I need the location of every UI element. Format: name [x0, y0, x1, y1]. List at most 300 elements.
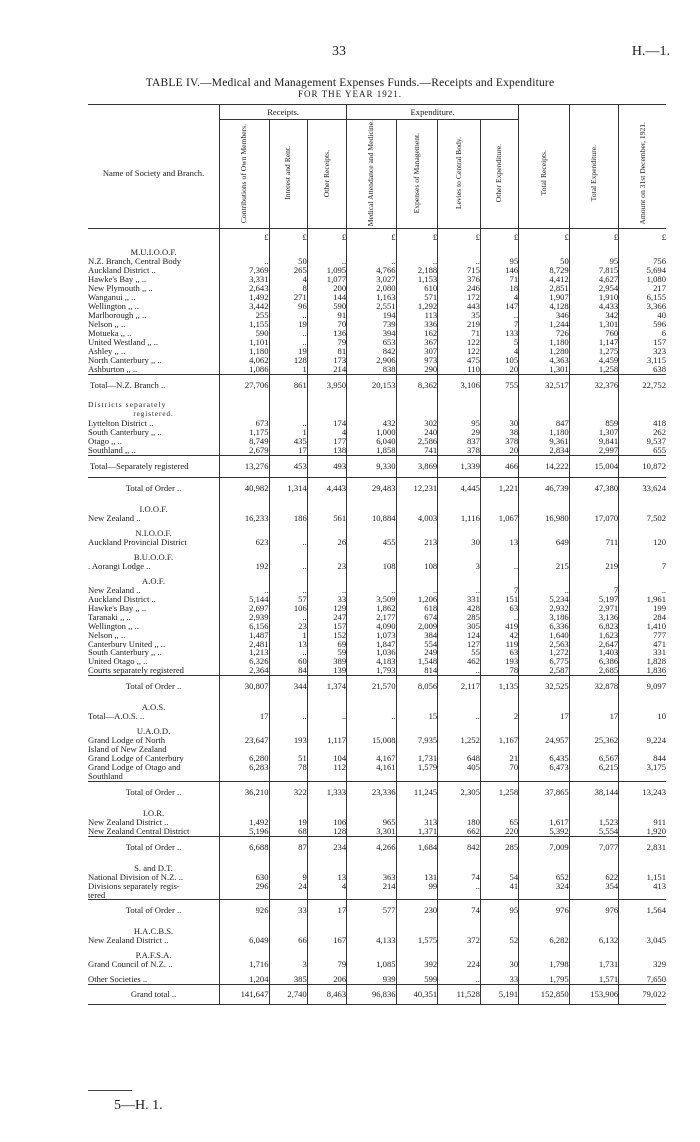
row-label: Marlborough ,, .. [88, 310, 147, 320]
value-cell: .. [220, 257, 269, 266]
value-cell: 249 [396, 648, 438, 657]
value-cell: 27,706 [220, 374, 269, 395]
value-cell: 96,836 [347, 985, 396, 1005]
value-cell: 1,910 [569, 293, 618, 302]
total-row [88, 478, 666, 499]
value-cell: 1,564 [619, 900, 666, 921]
value-cell: 23 [269, 622, 307, 631]
value-cell: 69 [307, 640, 346, 649]
value-cell: 262 [619, 428, 666, 437]
value-cell: .. [396, 257, 438, 266]
col-total-exp: Total Expenditure. [588, 144, 598, 202]
col-name: Name of Society and Branch. [88, 120, 220, 229]
value-cell [307, 499, 346, 514]
value-cell: 4,627 [569, 275, 618, 284]
value-cell: 571 [396, 293, 438, 302]
value-cell: 13 [480, 538, 518, 547]
value-cell [619, 921, 666, 936]
value-cell: 11,528 [438, 985, 481, 1005]
value-cell: 9,841 [569, 437, 618, 446]
value-cell: 296 [220, 882, 269, 891]
value-cell: 1,858 [347, 446, 396, 455]
value-cell: 186 [269, 514, 307, 523]
value-cell: 3,509 [347, 595, 396, 604]
value-cell [396, 523, 438, 538]
value-cell [438, 921, 481, 936]
value-cell: 30 [438, 538, 481, 547]
value-cell: 87 [269, 836, 307, 857]
value-cell: 1,153 [396, 275, 438, 284]
currency-cell: £ [438, 229, 481, 242]
value-cell: 1,275 [569, 347, 618, 356]
value-cell: 2 [480, 712, 518, 721]
value-cell: 10,872 [619, 456, 666, 478]
section-heading-row [88, 523, 666, 538]
value-cell: 4 [269, 275, 307, 284]
currency-cell: £ [220, 229, 269, 242]
value-cell: 3,175 [619, 763, 666, 772]
table-row [88, 562, 666, 571]
table-subtitle: FOR THE YEAR 1921. [297, 89, 402, 99]
value-cell: 8,362 [396, 374, 438, 395]
row-label: I.O.O.F. [139, 504, 168, 515]
value-cell: 1,180 [519, 338, 570, 347]
value-cell [347, 523, 396, 538]
value-cell: 1,180 [519, 428, 570, 437]
row-label: Ashley ,, .. [88, 346, 126, 356]
value-cell: 324 [519, 882, 570, 891]
value-cell: 1,258 [569, 365, 618, 374]
value-cell: 2,177 [347, 613, 396, 622]
value-cell: 2,305 [438, 781, 481, 802]
value-cell [269, 571, 307, 586]
value-cell [619, 945, 666, 960]
value-cell: 5 [480, 338, 518, 347]
value-cell: 63 [480, 604, 518, 613]
row-label: Island of New Zealand [88, 745, 167, 755]
value-cell: 1,862 [347, 604, 396, 613]
value-cell: 1,180 [220, 347, 269, 356]
value-cell [619, 571, 666, 586]
value-cell [220, 697, 269, 712]
value-cell: 2,971 [569, 604, 618, 613]
value-cell: 599 [396, 969, 438, 984]
value-cell: .. [269, 338, 307, 347]
value-cell: 172 [438, 293, 481, 302]
value-cell: 5,234 [519, 595, 570, 604]
grand-total-row [88, 985, 666, 1005]
value-cell: 322 [269, 781, 307, 802]
value-cell: .. [220, 586, 269, 595]
value-cell [396, 242, 438, 257]
value-cell: 151 [480, 595, 518, 604]
value-cell: 7,815 [569, 266, 618, 275]
value-cell: 859 [569, 419, 618, 428]
value-cell: 372 [438, 936, 481, 945]
value-cell: 2,009 [396, 622, 438, 631]
value-cell [480, 547, 518, 562]
value-cell [220, 242, 269, 257]
value-cell: 219 [569, 562, 618, 571]
value-cell: 1,548 [396, 657, 438, 666]
value-cell: 200 [307, 284, 346, 293]
value-cell [347, 697, 396, 712]
value-cell: 108 [396, 562, 438, 571]
value-cell: 214 [347, 882, 396, 891]
value-cell: 14,222 [519, 456, 570, 478]
value-cell [220, 891, 269, 900]
value-cell: 138 [307, 446, 346, 455]
value-cell: 331 [438, 595, 481, 604]
row-label: New Plymouth ,, .. [88, 284, 153, 293]
row-label: New Zealand Central District [88, 826, 190, 836]
value-cell [220, 571, 269, 586]
row-label: Courts separately registered [88, 666, 184, 676]
value-cell: 15 [396, 712, 438, 721]
value-cell: 8 [269, 284, 307, 293]
value-cell [347, 921, 396, 936]
value-cell: 6,823 [569, 622, 618, 631]
value-cell: 1,371 [396, 827, 438, 836]
value-cell [307, 921, 346, 936]
col-management: Expenses of Management. [411, 132, 421, 214]
value-cell: 51 [269, 754, 307, 763]
value-cell: 24 [269, 882, 307, 891]
total-row [88, 374, 666, 395]
value-cell: 1,575 [396, 936, 438, 945]
value-cell: 4 [307, 882, 346, 891]
value-cell: 7,077 [569, 836, 618, 857]
value-cell: 19 [269, 818, 307, 827]
value-cell: 9,537 [619, 437, 666, 446]
value-cell: 331 [619, 648, 666, 657]
value-cell: 40,982 [220, 478, 269, 499]
value-cell: .. [438, 712, 481, 721]
value-cell: 136 [307, 329, 346, 338]
value-cell: .. [519, 586, 570, 595]
value-cell: 2,685 [569, 666, 618, 675]
value-cell: 79,022 [619, 985, 666, 1005]
value-cell: .. [619, 586, 666, 595]
value-cell: 6,283 [220, 763, 269, 772]
value-cell: 305 [438, 622, 481, 631]
value-cell: .. [269, 538, 307, 547]
value-cell: 106 [269, 604, 307, 613]
value-cell [569, 921, 618, 936]
value-cell: 1,731 [396, 754, 438, 763]
currency-cell: £ [619, 229, 666, 242]
value-cell: 66 [269, 936, 307, 945]
row-label: Total of Order .. [88, 781, 220, 802]
row-label: Hawke's Bay ,, .. [88, 603, 147, 613]
value-cell: 6,326 [220, 657, 269, 666]
value-cell: 673 [220, 419, 269, 428]
value-cell: 6,049 [220, 936, 269, 945]
value-cell [480, 395, 518, 410]
table-row [88, 320, 666, 329]
value-cell: 95 [438, 419, 481, 428]
value-cell [307, 945, 346, 960]
value-cell: 443 [438, 302, 481, 311]
value-cell [569, 395, 618, 410]
value-cell: 2,679 [220, 446, 269, 455]
value-cell: 939 [347, 969, 396, 984]
value-cell: 711 [569, 538, 618, 547]
value-cell [347, 395, 396, 410]
value-cell: 234 [307, 836, 346, 857]
value-cell [307, 697, 346, 712]
value-cell: 1,221 [480, 478, 518, 499]
value-cell: 74 [438, 873, 481, 882]
value-cell: 79 [307, 338, 346, 347]
value-cell: 590 [307, 302, 346, 311]
row-label: United Otago ,, .. [88, 657, 148, 667]
value-cell: 2,954 [569, 284, 618, 293]
value-cell [438, 523, 481, 538]
value-cell: 7,009 [519, 836, 570, 857]
value-cell: 7 [569, 586, 618, 595]
value-cell: 167 [307, 936, 346, 945]
value-cell: 129 [307, 604, 346, 613]
value-cell [269, 242, 307, 257]
value-cell: 193 [480, 657, 518, 666]
value-cell: 6,473 [519, 763, 570, 772]
expenses-table [88, 104, 666, 1005]
value-cell [619, 721, 666, 736]
value-cell: 1,204 [220, 969, 269, 984]
value-cell: 577 [347, 900, 396, 921]
value-cell: 1 [269, 428, 307, 437]
value-cell [307, 395, 346, 410]
column-header-row [88, 120, 666, 229]
value-cell [347, 803, 396, 818]
value-cell [220, 523, 269, 538]
value-cell [569, 945, 618, 960]
value-cell [307, 772, 346, 781]
value-cell: 622 [569, 873, 618, 882]
value-cell: 2,587 [519, 666, 570, 675]
value-cell: 760 [569, 329, 618, 338]
table-row [88, 356, 666, 365]
value-cell: 10,884 [347, 514, 396, 523]
value-cell: 32,517 [519, 374, 570, 395]
col-levies: Levies to Central Body. [453, 137, 463, 210]
value-cell: 1,147 [569, 338, 618, 347]
value-cell: 152 [307, 631, 346, 640]
row-label: Nelson ,, .. [88, 319, 126, 329]
value-cell: 78 [269, 763, 307, 772]
value-cell: 40,351 [396, 985, 438, 1005]
value-cell: 307 [396, 347, 438, 356]
value-cell: .. [269, 586, 307, 595]
value-cell: 1,067 [480, 514, 518, 523]
value-cell [396, 721, 438, 736]
currency-cell: £ [569, 229, 618, 242]
value-cell [519, 921, 570, 936]
value-cell [396, 547, 438, 562]
value-cell: 4,167 [347, 754, 396, 763]
value-cell: 4,445 [438, 478, 481, 499]
value-cell [220, 945, 269, 960]
value-cell [569, 547, 618, 562]
value-cell [619, 891, 666, 900]
value-cell: 1,828 [619, 657, 666, 666]
value-cell: 4,003 [396, 514, 438, 523]
table-row [88, 329, 666, 338]
value-cell: 726 [519, 329, 570, 338]
table-row [88, 712, 666, 721]
value-cell [569, 242, 618, 257]
row-label: New Zealand .. [88, 514, 141, 524]
col-medical: Medical Attendance and Medicine. [366, 120, 376, 227]
table-title: TABLE IV.—Medical and Management Expenses Funds.—Receipts and Expenditure [145, 77, 555, 89]
value-cell [347, 891, 396, 900]
value-cell: 65 [480, 818, 518, 827]
value-cell: 1,571 [569, 969, 618, 984]
section-heading-row [88, 571, 666, 586]
value-cell: 3,442 [220, 302, 269, 311]
table-row [88, 936, 666, 945]
value-cell [519, 721, 570, 736]
value-cell [569, 772, 618, 781]
row-label: Lyttelton District .. [88, 419, 154, 429]
value-cell: 95 [569, 257, 618, 266]
value-cell [569, 721, 618, 736]
value-cell: 11,245 [396, 781, 438, 802]
value-cell: 2,740 [269, 985, 307, 1005]
value-cell: .. [269, 712, 307, 721]
value-cell: 630 [220, 873, 269, 882]
value-cell [569, 891, 618, 900]
value-cell: 194 [347, 311, 396, 320]
value-cell [569, 858, 618, 873]
section-heading-row [88, 395, 666, 410]
row-label: South Canterbury ,, .. [88, 428, 162, 438]
value-cell: 13 [307, 873, 346, 882]
row-label: Southland [88, 771, 123, 781]
value-cell [438, 891, 481, 900]
value-cell [619, 242, 666, 257]
row-label: Wanganui ,, .. [88, 292, 136, 302]
value-cell [269, 921, 307, 936]
value-cell: 389 [307, 657, 346, 666]
value-cell: 6,040 [347, 437, 396, 446]
value-cell: 24,957 [519, 736, 570, 745]
value-cell [269, 772, 307, 781]
value-cell: 2,834 [519, 446, 570, 455]
value-cell [480, 571, 518, 586]
value-cell: 16,980 [519, 514, 570, 523]
value-cell [347, 242, 396, 257]
value-cell [269, 945, 307, 960]
total-row [88, 781, 666, 802]
continuation-row [88, 891, 666, 900]
value-cell: 141,647 [220, 985, 269, 1005]
value-cell: .. [480, 613, 518, 622]
group-header-row [88, 105, 666, 120]
row-label: P.A.F.S.A. [135, 950, 172, 961]
value-cell: 344 [269, 676, 307, 697]
value-cell [569, 499, 618, 514]
value-cell: 814 [396, 666, 438, 675]
value-cell: 20 [480, 365, 518, 374]
value-cell: 2,643 [220, 284, 269, 293]
value-cell: 220 [480, 827, 518, 836]
value-cell: 976 [519, 900, 570, 921]
value-cell [396, 772, 438, 781]
value-cell: 6,386 [569, 657, 618, 666]
value-cell [307, 242, 346, 257]
value-cell [438, 721, 481, 736]
currency-cell: £ [519, 229, 570, 242]
value-cell: 3,136 [569, 613, 618, 622]
row-label: Taranaki ,, .. [88, 612, 131, 622]
page-number: 33 [332, 44, 346, 59]
value-cell: 17 [220, 712, 269, 721]
value-cell: 6,567 [569, 754, 618, 763]
value-cell: 91 [307, 311, 346, 320]
value-cell: 40 [619, 311, 666, 320]
value-cell: 8,749 [220, 437, 269, 446]
value-cell: 128 [307, 827, 346, 836]
value-cell: 493 [307, 456, 346, 478]
value-cell: 96 [269, 302, 307, 311]
value-cell: 146 [480, 266, 518, 275]
row-label: I.O.R. [142, 807, 165, 818]
row-label: Total—A.O.S. .. [88, 712, 145, 722]
value-cell: 285 [438, 613, 481, 622]
row-label: North Canterbury ,, .. [88, 355, 162, 365]
row-label: South Canterbury ,, .. [88, 648, 162, 658]
value-cell: 173 [307, 356, 346, 365]
value-cell: 68 [269, 827, 307, 836]
value-cell [438, 571, 481, 586]
value-cell: 9,361 [519, 437, 570, 446]
value-cell: 4,412 [519, 275, 570, 284]
value-cell: 104 [307, 754, 346, 763]
col-contributions: Contributions of Own Members. [239, 123, 249, 223]
value-cell: 376 [438, 275, 481, 284]
table-row [88, 763, 666, 772]
value-cell: 1,617 [519, 818, 570, 827]
value-cell [569, 571, 618, 586]
value-cell [307, 891, 346, 900]
value-cell: 1,920 [619, 827, 666, 836]
value-cell [619, 803, 666, 818]
row-label: Ashburton ,, .. [88, 364, 138, 374]
value-cell: 1,206 [396, 595, 438, 604]
row-label: Auckland District .. [88, 266, 156, 276]
value-cell: 95 [480, 257, 518, 266]
value-cell: 1,492 [220, 293, 269, 302]
value-cell: 1,117 [307, 736, 346, 745]
value-cell: 177 [307, 437, 346, 446]
value-cell: 23,647 [220, 736, 269, 745]
value-cell [269, 858, 307, 873]
value-cell: 649 [519, 538, 570, 547]
value-cell: 662 [438, 827, 481, 836]
value-cell: 124 [438, 631, 481, 640]
row-label: Nelson ,, .. [88, 630, 126, 640]
value-cell: 419 [480, 622, 518, 631]
value-cell: 13 [269, 640, 307, 649]
table-row [88, 338, 666, 347]
value-cell [347, 499, 396, 514]
value-cell: 638 [619, 365, 666, 374]
value-cell: 7,650 [619, 969, 666, 984]
value-cell: .. [480, 311, 518, 320]
value-cell: 1,836 [619, 666, 666, 675]
